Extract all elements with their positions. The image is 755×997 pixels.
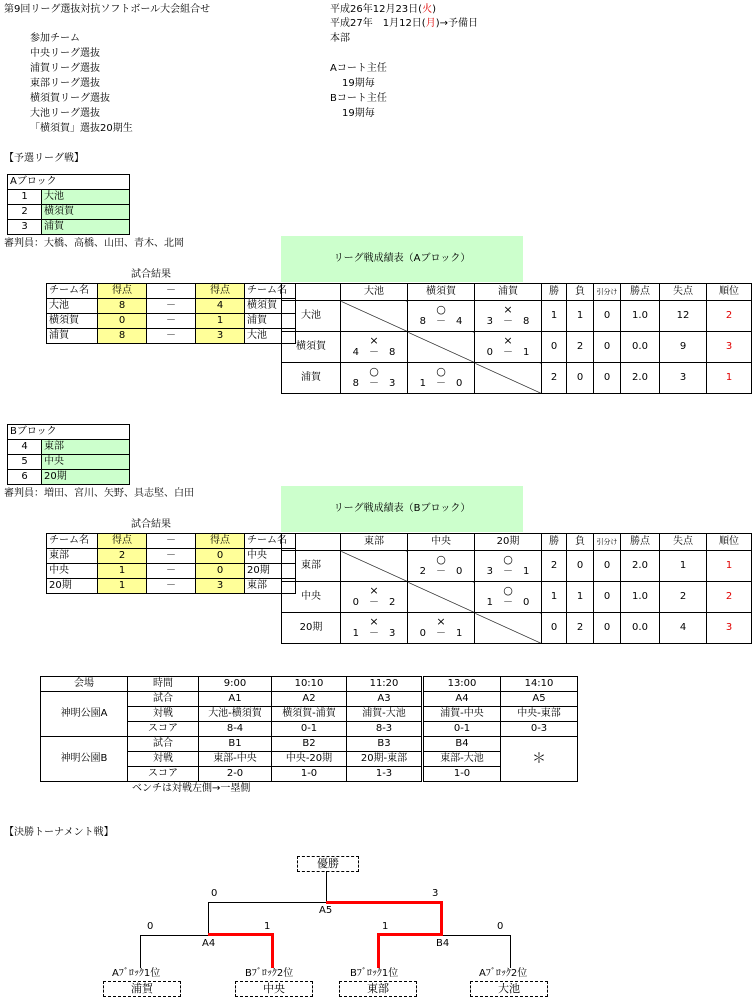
- participant: 中央リーグ選抜: [30, 48, 100, 59]
- match-result-cell: [408, 551, 475, 582]
- bracket-team: 東部: [339, 981, 417, 997]
- result-score: 0 － 1: [419, 628, 463, 639]
- stat-ga: 2: [660, 582, 707, 613]
- stat-rank: 2: [707, 582, 752, 613]
- col-team: チーム名: [245, 284, 296, 299]
- bracket-line: [326, 871, 327, 902]
- standings-header: 勝: [542, 534, 567, 551]
- col-dash: －: [147, 284, 196, 299]
- score-b4-right: 0: [497, 921, 504, 932]
- standings-row: [282, 582, 752, 613]
- team-number: 4: [8, 440, 42, 455]
- winner-line: [271, 933, 274, 968]
- stat-ga: 12: [660, 301, 707, 332]
- score-a4-right: 1: [264, 921, 271, 932]
- stat-pts: 0.0: [621, 332, 660, 363]
- result-score: 1 － 0: [419, 378, 463, 389]
- standings-header: [282, 534, 341, 551]
- stat-d: 0: [594, 582, 621, 613]
- seed-label: Bﾌﾞﾛｯｸ2位: [245, 968, 294, 979]
- standings-header: 横須賀: [408, 284, 475, 301]
- standings-row: [282, 363, 752, 394]
- standings-header: 失点: [660, 534, 707, 551]
- participant: 東部リーグ選抜: [30, 78, 100, 89]
- team-name: 横須賀: [42, 205, 130, 220]
- block-b-results: [46, 533, 296, 594]
- match-result-cell: [475, 332, 542, 363]
- table-row: 20期 1 － 3 東部: [47, 579, 296, 594]
- participant: 横須賀リーグ選抜: [30, 93, 110, 104]
- standings-header: 浦賀: [475, 284, 542, 301]
- winner-line: [378, 933, 443, 936]
- result-score: 2 － 0: [419, 566, 463, 577]
- block-a-label: Aブロック: [8, 175, 130, 190]
- team-name: 東部: [42, 440, 130, 455]
- hq-label: 本部: [330, 33, 350, 44]
- score-b4-left: 1: [382, 921, 389, 932]
- team-number: 2: [8, 205, 42, 220]
- table-row: 大池 8 － 4 横須賀: [47, 299, 296, 314]
- standings-header: 東部: [341, 534, 408, 551]
- match-result-cell: [408, 363, 475, 394]
- a-court-lead-label: Aコート主任: [330, 63, 387, 74]
- participant: 「横須賀」選抜20期生: [30, 123, 133, 134]
- table-row: 横須賀 0 － 1 浦賀: [47, 314, 296, 329]
- winner-line: [326, 901, 443, 904]
- team-number: 3: [8, 220, 42, 235]
- score-a5-left: 0: [211, 888, 218, 899]
- empty-slot: ＊: [501, 737, 578, 782]
- stat-pts: 1.0: [621, 582, 660, 613]
- standings-header: 勝点: [621, 284, 660, 301]
- stat-l: 2: [567, 613, 594, 644]
- result-mark: ○: [436, 553, 446, 566]
- block-b-standings-title: リーグ戦成績表（Bブロック）: [281, 486, 523, 532]
- stat-l: 0: [567, 551, 594, 582]
- standings-header: 大池: [341, 284, 408, 301]
- standings-team: 横須賀: [282, 332, 341, 363]
- bracket-line: [443, 935, 510, 936]
- team-name: 大池: [42, 190, 130, 205]
- match-a5: A5: [319, 905, 333, 916]
- col-dash: －: [147, 534, 196, 549]
- stat-w: 1: [542, 301, 567, 332]
- standings-team: 中央: [282, 582, 341, 613]
- block-a-results: [46, 283, 296, 344]
- block-b-referees: 審判員：増田、宮川、矢野、具志堅、白田: [4, 488, 194, 499]
- stat-w: 1: [542, 582, 567, 613]
- standings-header: 順位: [707, 284, 752, 301]
- result-mark: ○: [369, 365, 379, 378]
- col-score: 得点: [196, 534, 245, 549]
- bracket-line: [208, 902, 326, 903]
- result-mark: ○: [436, 303, 446, 316]
- team-number: 6: [8, 470, 42, 485]
- stat-pts: 2.0: [621, 363, 660, 394]
- stat-ga: 3: [660, 363, 707, 394]
- match-result-cell: [341, 613, 408, 644]
- stat-l: 1: [567, 582, 594, 613]
- b-court-lead: 19期毎: [342, 108, 375, 119]
- self-match-cell: [475, 613, 542, 644]
- score-a5-right: 3: [432, 888, 439, 899]
- result-score: 1 － 3: [352, 628, 396, 639]
- result-mark: ×: [503, 334, 513, 347]
- match-result-cell: [341, 582, 408, 613]
- stat-ga: 4: [660, 613, 707, 644]
- block-a-referees: 審判員：大橋、高橋、山田、青木、北岡: [4, 238, 184, 249]
- winner-line: [440, 901, 443, 936]
- col-score: 得点: [98, 284, 147, 299]
- stat-w: 2: [542, 363, 567, 394]
- result-score: 4 － 8: [352, 347, 396, 358]
- standings-header: 引分け: [594, 534, 621, 551]
- standings-header: 勝: [542, 284, 567, 301]
- match-result-cell: [475, 582, 542, 613]
- stat-l: 2: [567, 332, 594, 363]
- team-name: 浦賀: [42, 220, 130, 235]
- page-title: 第9回リーグ選抜対抗ソフトボール大会組合せ: [4, 4, 211, 15]
- standings-team: 大池: [282, 301, 341, 332]
- result-mark: ×: [369, 334, 379, 347]
- self-match-cell: [341, 551, 408, 582]
- standings-header: 引分け: [594, 284, 621, 301]
- match-result-cell: [475, 551, 542, 582]
- result-mark: ×: [369, 584, 379, 597]
- standings-row: [282, 332, 752, 363]
- match-result-cell: [408, 301, 475, 332]
- block-b-standings: [281, 533, 752, 644]
- stat-ga: 1: [660, 551, 707, 582]
- standings-row: [282, 301, 752, 332]
- venue-a: 神明公園A: [41, 692, 128, 737]
- participant: 大池リーグ選抜: [30, 108, 100, 119]
- team-number: 1: [8, 190, 42, 205]
- result-mark: ○: [503, 584, 513, 597]
- venue-b: 神明公園B: [41, 737, 128, 782]
- stat-d: 0: [594, 301, 621, 332]
- result-mark: ×: [436, 615, 446, 628]
- stat-w: 0: [542, 332, 567, 363]
- block-b-results-title: 試合結果: [131, 519, 171, 530]
- block-b-teams: [7, 424, 130, 485]
- standings-header: 失点: [660, 284, 707, 301]
- stat-l: 0: [567, 363, 594, 394]
- stat-ga: 9: [660, 332, 707, 363]
- team-name: 中央: [42, 455, 130, 470]
- standings-header: 負: [567, 284, 594, 301]
- col-score: 得点: [196, 284, 245, 299]
- stat-d: 0: [594, 551, 621, 582]
- seed-label: Bﾌﾞﾛｯｸ1位: [350, 968, 399, 979]
- score-a4-left: 0: [147, 921, 154, 932]
- standings-header: 順位: [707, 534, 752, 551]
- result-score: 8 － 3: [352, 378, 396, 389]
- result-mark: ×: [369, 615, 379, 628]
- stat-w: 2: [542, 551, 567, 582]
- team-name: 20期: [42, 470, 130, 485]
- final-title: 【決勝トーナメント戦】: [4, 827, 114, 838]
- table-row: 東部 2 － 0 中央: [47, 549, 296, 564]
- col-score: 得点: [98, 534, 147, 549]
- winner-line: [208, 933, 274, 936]
- stat-l: 1: [567, 301, 594, 332]
- result-score: 0 － 1: [486, 347, 530, 358]
- stat-d: 0: [594, 613, 621, 644]
- stat-rank: 3: [707, 332, 752, 363]
- bracket-line: [208, 902, 210, 935]
- self-match-cell: [341, 301, 408, 332]
- stat-rank: 1: [707, 551, 752, 582]
- match-result-cell: [475, 301, 542, 332]
- bracket-team: 大池: [470, 981, 548, 997]
- result-score: 3 － 8: [486, 316, 530, 327]
- champion-box: 優勝: [297, 856, 359, 872]
- result-score: 1 － 0: [486, 597, 530, 608]
- venue-header: 会場: [41, 677, 128, 692]
- block-a-results-title: 試合結果: [131, 269, 171, 280]
- seed-label: Aﾌﾞﾛｯｸ1位: [112, 968, 161, 979]
- stat-pts: 2.0: [621, 551, 660, 582]
- col-team: チーム名: [47, 284, 98, 299]
- result-score: 0 － 2: [352, 597, 396, 608]
- team-number: 5: [8, 455, 42, 470]
- b-court-lead-label: Bコート主任: [330, 93, 387, 104]
- self-match-cell: [475, 363, 542, 394]
- participants-label: 参加チーム: [30, 33, 80, 44]
- bracket-team: 浦賀: [103, 981, 181, 997]
- date-primary: 平成26年12月23日(火): [330, 4, 436, 15]
- block-a-standings: [281, 283, 752, 394]
- bench-note: ベンチは対戦左側→一塁側: [132, 783, 251, 794]
- standings-header: 負: [567, 534, 594, 551]
- stat-rank: 2: [707, 301, 752, 332]
- bracket-line: [510, 935, 511, 968]
- prelim-title: 【予選リーグ戦】: [4, 153, 84, 164]
- stat-rank: 1: [707, 363, 752, 394]
- date-reserve: 平成27年 1月12日(月)→予備日: [330, 18, 478, 29]
- winner-line: [377, 933, 380, 968]
- stat-rank: 3: [707, 613, 752, 644]
- seed-label: Aﾌﾞﾛｯｸ2位: [479, 968, 528, 979]
- standings-team: 浦賀: [282, 363, 341, 394]
- schedule-table: 会場 時間 9:00 10:10 11:20 13:00 14:10 神明公園A 試合 A1 A2 A3 A4 A5 対戦 大池-横須賀 横須賀-浦賀 浦賀-大池 浦賀-中央 中央-東部 スコア 8-4 0-1 8-3 0-1 0-3 神明公園B 試合 B1 B2 B3 B4 ＊ 対戦 東部-中央 中央-20期 20期-東部 東部-大池 スコア 2-0 1-0 1-3 1-0: [40, 676, 578, 782]
- table-row: 中央 1 － 0 20期: [47, 564, 296, 579]
- match-result-cell: [408, 613, 475, 644]
- bracket-line: [140, 935, 141, 968]
- block-a-teams: [7, 174, 130, 235]
- match-b4: B4: [436, 938, 450, 949]
- match-a4: A4: [202, 938, 216, 949]
- stat-pts: 0.0: [621, 613, 660, 644]
- bracket-team: 中央: [235, 981, 313, 997]
- standings-header: 勝点: [621, 534, 660, 551]
- standings-header: 中央: [408, 534, 475, 551]
- a-court-lead: 19期毎: [342, 78, 375, 89]
- result-score: 8 － 4: [419, 316, 463, 327]
- match-result-cell: [341, 363, 408, 394]
- match-result-cell: [341, 332, 408, 363]
- col-team: チーム名: [245, 534, 296, 549]
- standings-row: [282, 551, 752, 582]
- self-match-cell: [408, 332, 475, 363]
- stat-d: 0: [594, 332, 621, 363]
- participant: 浦賀リーグ選抜: [30, 63, 100, 74]
- result-mark: ○: [503, 553, 513, 566]
- result-mark: ○: [436, 365, 446, 378]
- standings-team: 東部: [282, 551, 341, 582]
- stat-pts: 1.0: [621, 301, 660, 332]
- stat-w: 0: [542, 613, 567, 644]
- standings-header: 20期: [475, 534, 542, 551]
- result-score: 3 － 1: [486, 566, 530, 577]
- block-a-standings-title: リーグ戦成績表（Aブロック）: [281, 236, 523, 282]
- self-match-cell: [408, 582, 475, 613]
- block-b-label: Bブロック: [8, 425, 130, 440]
- standings-row: [282, 613, 752, 644]
- stat-d: 0: [594, 363, 621, 394]
- standings-team: 20期: [282, 613, 341, 644]
- standings-header: [282, 284, 341, 301]
- time-header: 時間: [128, 677, 199, 692]
- table-row: 浦賀 8 － 3 大池: [47, 329, 296, 344]
- bracket-line: [140, 935, 208, 936]
- result-mark: ×: [503, 303, 513, 316]
- col-team: チーム名: [47, 534, 98, 549]
